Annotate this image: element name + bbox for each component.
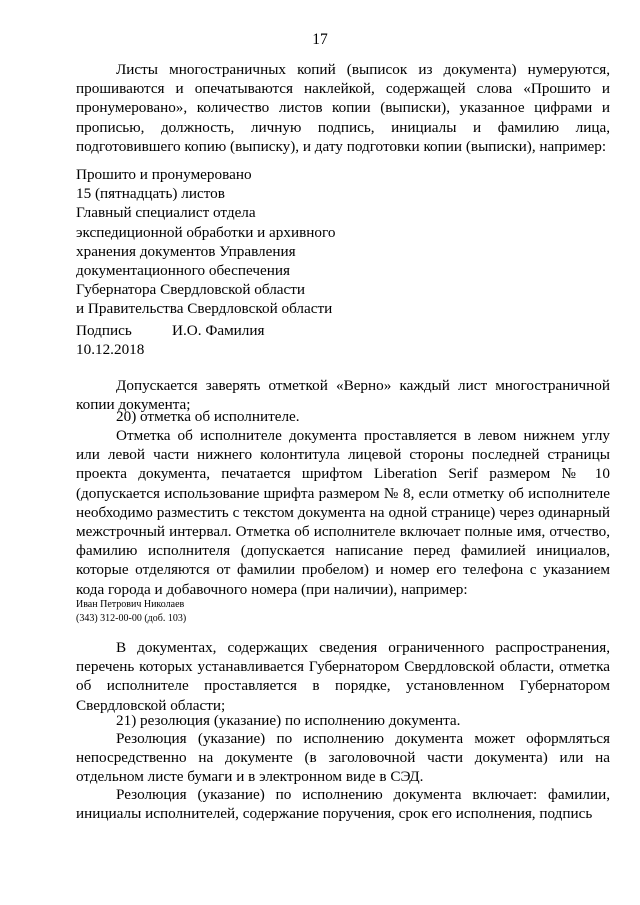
stamp-line: Прошито и пронумеровано bbox=[76, 166, 252, 183]
stamp-line: 15 (пятнадцать) листов bbox=[76, 185, 225, 203]
paragraph-executor-mark: Отметка об исполнителе документа проставляется в левом нижнем углу или левой части нижнего колонтитула лицевой стороны последней страницы проекта документа, печатается шрифтом Liberation Serif размером № 10 (допускается использование шрифта размером № 8, если отметку об исполнителе необходимо разместить с текстом документа на одной странице) через одинарный межстрочный интервал. Отметка об исполнителе включает полные имя, отчество, фамилию исполнителя (допускается написание перед фамилией инициалов, которые отделяются от фамилии пробелом) и номер его телефона с указанием кода города и добавочного номера (при наличии), например: bbox=[76, 427, 610, 598]
signature-block bbox=[76, 321, 265, 359]
stamp-line: и Правительства Свердловской области bbox=[76, 300, 333, 318]
paragraph-resolution-content: Резолюция (указание) по исполнению документа включает: фамилии, инициалы исполнителей, содержание поручения, срок его исполнения, подпись bbox=[76, 786, 610, 823]
page-number: 17 bbox=[312, 31, 328, 48]
paragraph-restricted: В документах, содержащих сведения ограниченного распространения, перечень которых устанавливается Губернатором Свердловской области, отметка об исполнителе проставляется в порядке, установленном Губернатором Свердловской области; bbox=[76, 639, 610, 714]
signature-label: Подпись bbox=[76, 322, 132, 339]
paragraph-copies-numbering: Листы многостраничных копий (выписок из документа) нумеруются, прошиваются и опечатываются наклейкой, содержащей слова «Прошито и пронумеровано», количество листов копии (выписки), указанное цифрами и прописью, должность, личную подпись, инициалы и фамилию лица, подготовившего копию (выписку), и дату подготовки копии (выписки), например: bbox=[76, 61, 610, 155]
item-21-heading: 21) резолюция (указание) по исполнению документа. bbox=[116, 712, 461, 729]
stamp-line: хранения документов Управления bbox=[76, 242, 296, 260]
stamp-line: Главный специалист отдела bbox=[76, 204, 256, 222]
signature-date: 10.12.2018 bbox=[76, 341, 145, 359]
stamp-line: Губернатора Свердловской области bbox=[76, 281, 306, 299]
paragraph-resolution-form: Резолюция (указание) по исполнению документа может оформляться непосредственно на документе (в заголовочной части документа) или на отдельном листе бумаги и в электронном виде в СЭД. bbox=[76, 730, 610, 786]
stamp-line: документационного обеспечения bbox=[76, 262, 290, 280]
example-stamp bbox=[76, 165, 610, 319]
signature-name: И.О. Фамилия bbox=[172, 322, 265, 339]
executor-phone: (343) 312-00-00 (доб. 103) bbox=[76, 612, 187, 624]
stamp-line: экспедиционной обработки и архивного bbox=[76, 223, 336, 241]
item-20-heading: 20) отметка об исполнителе. bbox=[116, 408, 300, 425]
executor-example bbox=[76, 598, 376, 625]
executor-name: Иван Петрович Николаев bbox=[76, 599, 185, 610]
paragraph-verno: Допускается заверять отметкой «Верно» каждый лист многостраничной копии документа; bbox=[76, 377, 610, 414]
